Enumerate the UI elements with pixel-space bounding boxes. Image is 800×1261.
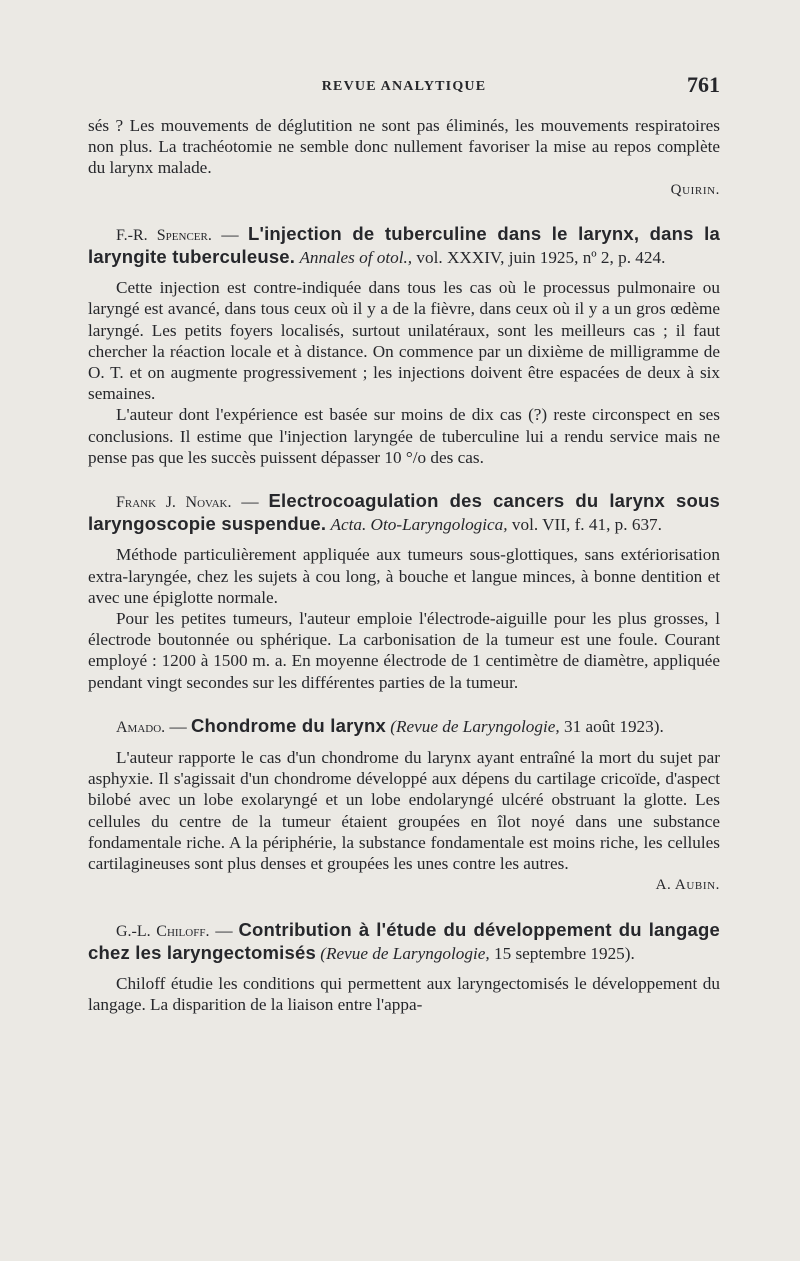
entry-paragraph: L'auteur dont l'expérience est basée sur moins de dix cas (?) reste circonspect en ses conclusions. Il estime que l'injection laryngée de tuberculine lui a rendu service mais ne pense pas que les succès puissent dépasser 10 °/o des cas. [88,405,720,467]
entry-reference: 31 août 1923). [559,716,664,736]
page-header [88,72,720,100]
entry-author: G.-L. Chiloff. [116,922,210,940]
entry-title: L'injection de tuberculine dans le larynx, dans la laryngite tuberculeuse. [88,222,720,268]
entry-reference: 15 septembre 1925). [489,943,635,963]
intro-signature: Quirin. [670,181,720,198]
entry-separator: — [211,224,248,244]
entry-separator: — [165,716,191,736]
entry-heading [88,490,720,535]
entry-separator: — [209,920,239,940]
entry-source: (Revue de Laryngologie, [390,716,560,736]
review-entry-novak [88,490,720,693]
entry-paragraph: Pour les petites tumeurs, l'auteur emploie l'électrode-aiguille pour les plus grosses, l électrode boutonnée ou sphérique. La carbonisation de la tumeur est une foule. Courant employé : 1200 à 1500 m. a. En moyenne électrode de 1 centimètre de diamètre, appliquée pendant vingt secondes sur les différentes parties de la tumeur. [88,609,720,692]
review-entry-spencer [88,223,720,468]
entry-author: Frank J. Novak. [116,494,232,512]
entry-paragraph: Chiloff étudie les conditions qui permettent aux laryngectomisés le développement du langage. La disparition de la liaison entre l'appa- [88,973,720,1015]
entry-title: Electrocoagulation des cancers du larynx sous laryngoscopie suspendue. [88,490,720,535]
entry-paragraph: Méthode particulièrement appliquée aux tumeurs sous-glottiques, sans extériorisation extra-laryngée, chez les sujets à cou long, à bouche et langue minces, à bonne dentition et avec une épiglotte normale. [88,545,720,607]
entry-paragraph: Cette injection est contre-indiquée dans tous les cas où le processus pulmonaire ou laryngé est avancé, dans tous ceux où il y a de la fièvre, dans ceux où il y a un gros œdème laryngé. Les petits foyers localisés, surtout unilatéraux, sont les meilleurs cas ; il faut chercher la réaction locale et à distance. On commence par un dixième de milligramme de O. T. et on augmente progressivement ; les injections doivent être espacées de deux à six semaines. [88,278,720,404]
review-entry-amado [88,715,720,897]
entry-separator: — [231,492,269,512]
entry-source: Acta. Oto-Laryngologica, [330,515,508,535]
page-number: 761 [687,72,720,97]
entry-signature: A. Aubin. [655,877,720,894]
entry-author: Amado. [116,718,166,736]
review-entry-chiloff [88,919,720,1016]
entry-title: Contribution à l'étude du développement du langage chez les laryngectomisés [88,918,721,963]
entry-reference: vol. VII, f. 41, p. 637. [507,515,662,535]
entry-source: (Revue de Laryngologie, [320,943,490,963]
page-body [88,115,720,1015]
entry-author: F.-R. Spencer. [116,226,212,244]
entry-reference: vol. XXXIV, juin 1925, nº 2, p. 424. [412,248,666,268]
running-head: REVUE ANALYTIQUE [321,79,487,94]
entry-title: Chondrome du larynx [190,714,386,736]
entry-source: Annales of otol., [299,248,413,268]
entry-heading [88,715,720,738]
entry-heading [88,919,720,964]
entry-heading [88,223,720,268]
intro-paragraph: sés ? Les mouvements de déglutition ne sont pas éliminés, les mouvements respiratoires non plus. La trachéotomie ne semble donc nullement favoriser la mise au repos complète du larynx malade. [88,116,720,178]
entry-paragraph: L'auteur rapporte le cas d'un chondrome du larynx ayant entraîné la mort du sujet par asphyxie. Il s'agissait d'un chondrome développé aux dépens du cartilage cricoïde, d'aspect bilobé avec un lobe exolaryngé et un lobe endolaryngé ulcéré obstruant la glotte. Les cellules du centre de la tumeur étaient groupées en îlot noyé dans une substance fondamentale riche. A la périphérie, la substance fondamentale est moins riche, les cellules cartilagineuses sont plus denses et groupées les unes contre les autres. [88,748,720,874]
